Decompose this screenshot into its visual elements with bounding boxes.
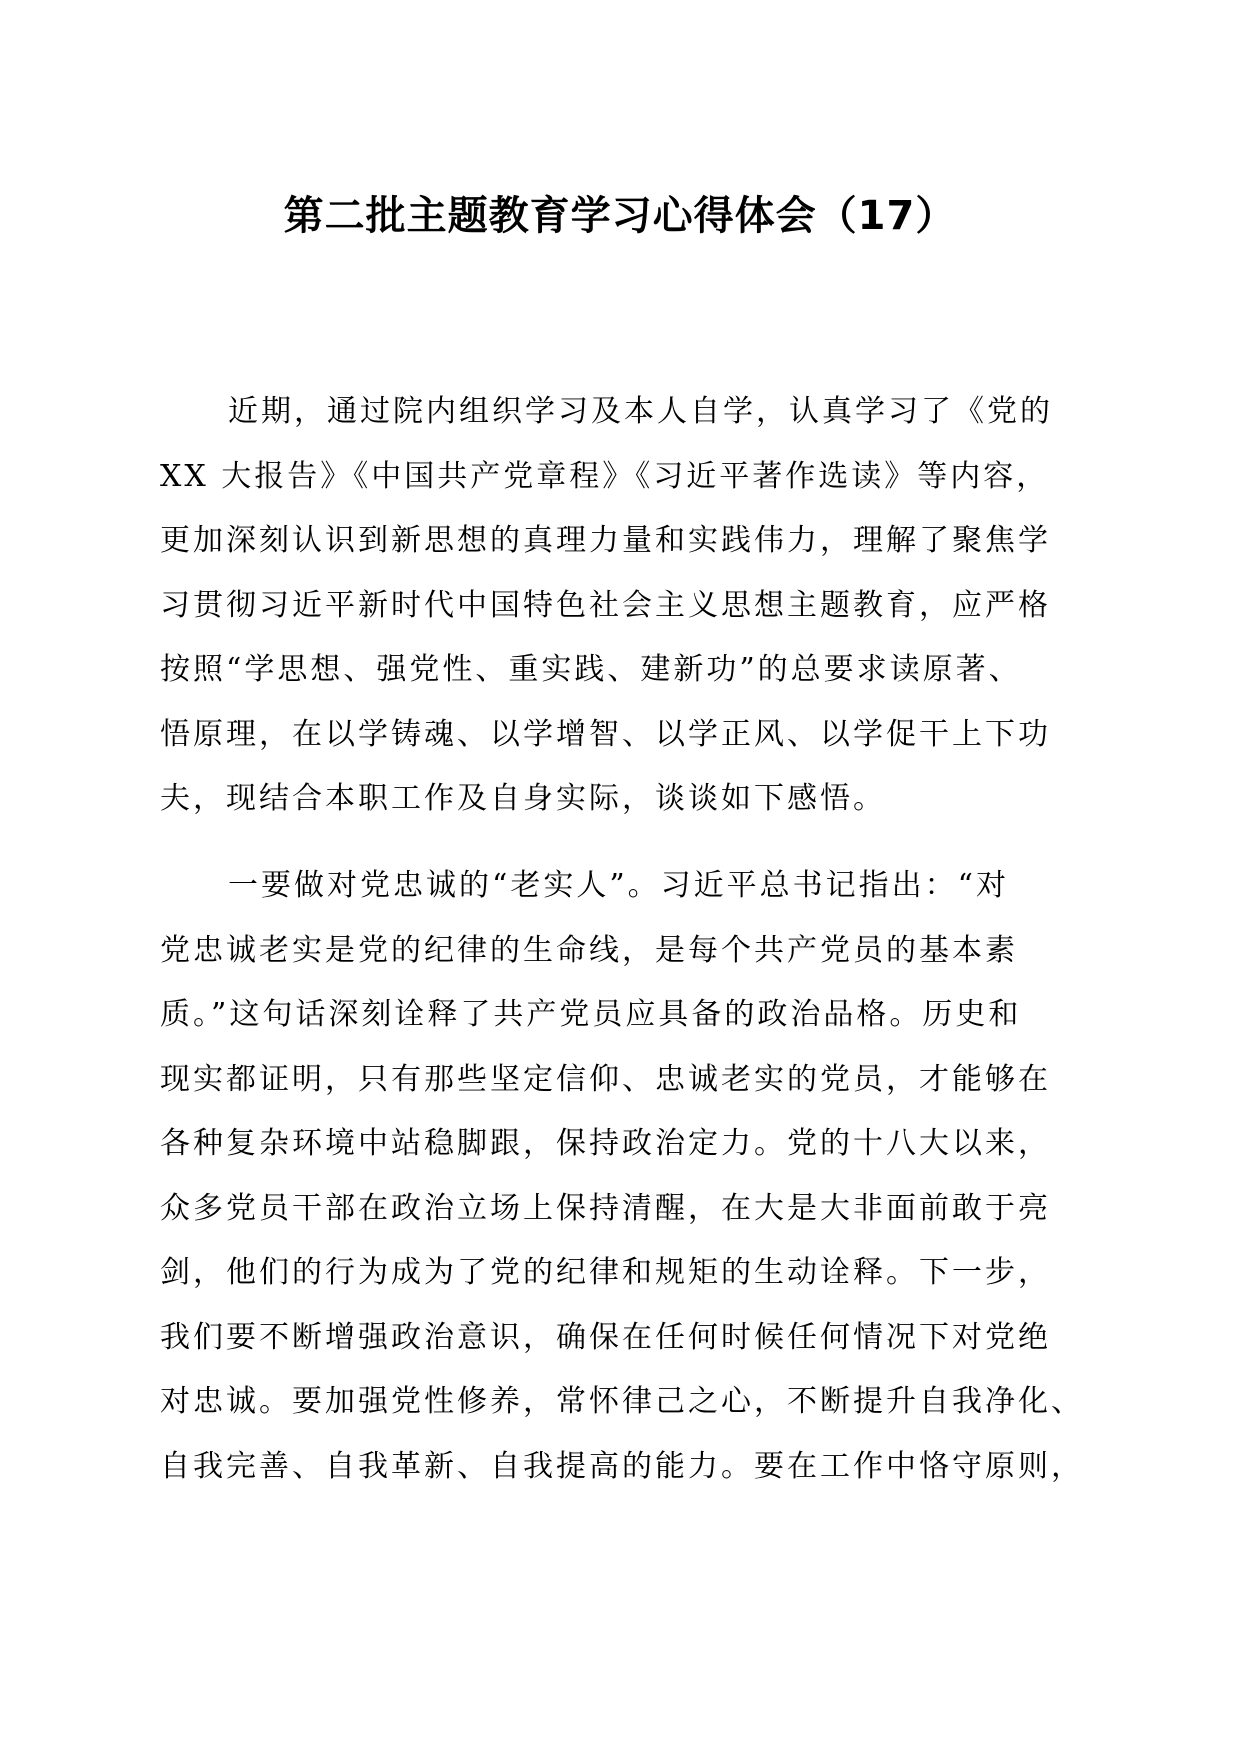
paragraph-line: 质。”这句话深刻诠释了共产党员应具备的政治品格。历史和 [160, 997, 1022, 1032]
paragraph-line: XX 大报告》《中国共产党章程》《习近平著作选读》等内容， [160, 458, 1050, 494]
paragraph-line: 按照“学思想、强党性、重实践、建新功”的总要求读原著、 [160, 652, 1022, 687]
paragraph-line: 党忠诚老实是党的纪律的生命线，是每个共产党员的基本素 [160, 932, 1018, 968]
paragraph-line: 一要做对党忠诚的“老实人”。习近平总书记指出：“对 [228, 868, 1010, 903]
paragraph-line: 习贯彻习近平新时代中国特色社会主义思想主题教育，应严格 [160, 587, 1051, 623]
paragraph-line: 夫，现结合本职工作及自身实际，谈谈如下感悟。 [160, 781, 886, 816]
paragraph-line: 更加深刻认识到新思想的真理力量和实践伟力，理解了聚焦学 [160, 523, 1051, 558]
paragraph-line: 剑，他们的行为成为了党的纪律和规矩的生动诠释。下一步， [160, 1255, 1051, 1290]
paragraph-line: 悟原理，在以学铸魂、以学增智、以学正风、以学促干上下功 [160, 716, 1051, 752]
paragraph-line: 各种复杂环境中站稳脚跟，保持政治定力。党的十八大以来， [160, 1126, 1051, 1161]
paragraph-line: 现实都证明，只有那些坚定信仰、忠诚老实的党员，才能够在 [160, 1061, 1051, 1097]
paragraph-line: 众多党员干部在政治立场上保持清醒，在大是大非面前敢于亮 [160, 1190, 1051, 1226]
paragraph-loyalty [160, 854, 1084, 1499]
paragraph-intro [160, 380, 1080, 832]
document-title: 第二批主题教育学习心得体会（17） [283, 193, 957, 239]
paragraph-line: 我们要不断增强政治意识，确保在任何时候任何情况下对党绝 [160, 1319, 1051, 1355]
paragraph-line: 近期，通过院内组织学习及本人自学，认真学习了《党的 [228, 394, 1053, 429]
paragraph-line: 自我完善、自我革新、自我提高的能力。要在工作中恪守原则， [160, 1448, 1084, 1484]
paragraph-line: 对忠诚。要加强党性修养，常怀律己之心，不断提升自我净化、 [160, 1384, 1084, 1419]
